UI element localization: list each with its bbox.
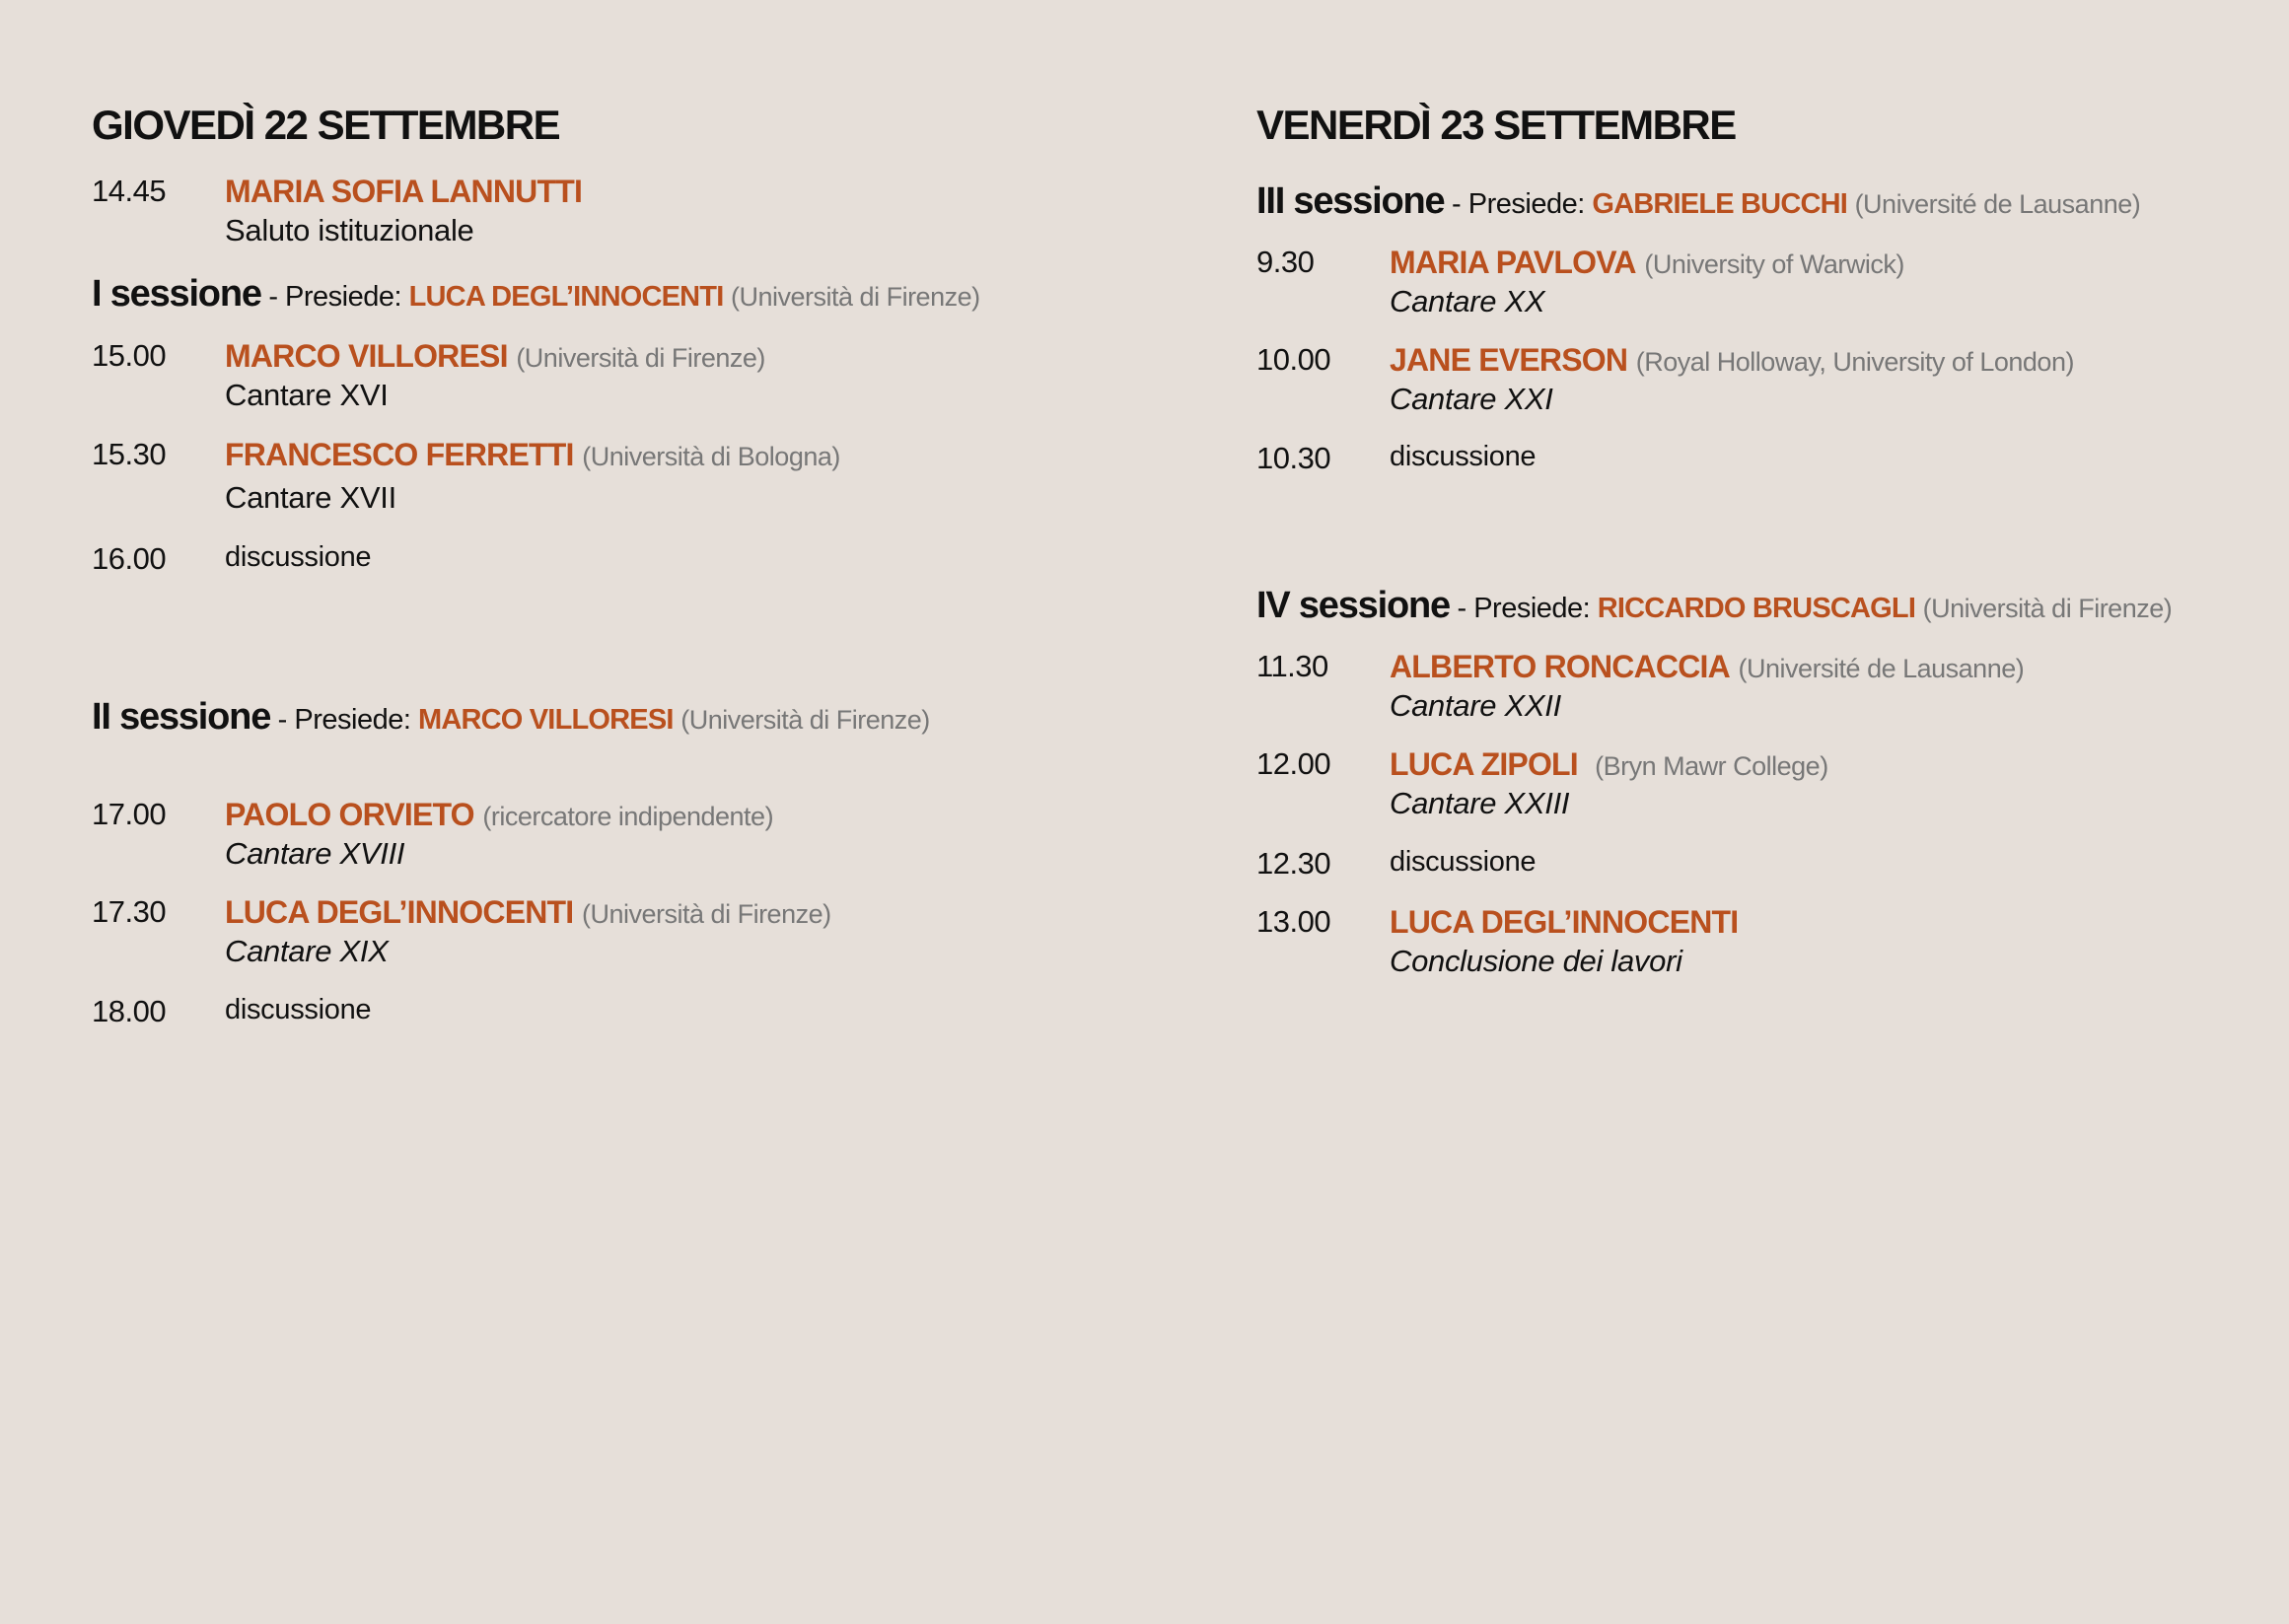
item-time: 12.30 [1256,846,1331,881]
speaker-affiliation: (Bryn Mawr College) [1595,751,1828,781]
item-time: 9.30 [1256,245,1315,279]
item-time: 12.00 [1256,746,1331,781]
item-subtitle: Saluto istituzionale [225,213,474,247]
session-header-1 [92,275,980,313]
session-label: IV sessione [1256,585,1450,626]
item-subtitle: Cantare XVIII [225,836,405,871]
speaker-name: MARCO VILLORESI [225,338,508,374]
item-text: discussione [1390,441,1537,472]
speaker-affiliation: (Royal Holloway, University of London) [1635,347,2074,377]
session-header-2 [92,698,930,736]
speaker-name: PAOLO ORVIETO [225,797,474,832]
session-label: III sessione [1256,180,1445,222]
speaker-name: FRANCESCO FERRETTI [225,437,574,472]
speaker-name: MARIA SOFIA LANNUTTI [225,174,583,209]
item-time: 16.00 [92,541,167,576]
item-time: 14.45 [92,174,167,208]
speaker-name: LUCA DEGL’INNOCENTI [1390,904,1739,940]
session-separator: - Presiede: [270,704,418,736]
item-time: 11.30 [1256,649,1328,683]
session-affiliation: (Università di Firenze) [1922,594,2173,623]
session-label: II sessione [92,696,271,738]
session-header-4 [1256,587,2172,624]
speaker-name: LUCA DEGL’INNOCENTI [225,894,574,930]
item-text: discussione [225,541,372,573]
session-chair: RICCARDO BRUSCAGLI [1597,593,1916,624]
item-time: 15.00 [92,338,167,373]
day-title-thursday: GIOVEDÌ 22 SETTEMBRE [92,102,560,148]
session-chair: LUCA DEGL’INNOCENTI [408,281,724,313]
day-title-friday: VENERDÌ 23 SETTEMBRE [1256,102,1736,148]
item-time: 13.00 [1256,904,1331,939]
item-subtitle: Cantare XVII [225,480,396,515]
speaker-affiliation: (Università di Firenze) [582,899,831,929]
speaker-name: ALBERTO RONCACCIA [1390,649,1730,684]
item-time: 15.30 [92,437,167,471]
session-chair: MARCO VILLORESI [417,704,674,736]
speaker-affiliation: (University of Warwick) [1644,249,1904,279]
speaker-affiliation: (Università di Firenze) [516,343,765,373]
session-affiliation: (Université de Lausanne) [1854,189,2141,219]
item-time: 17.30 [92,894,167,929]
speaker-affiliation: (Université de Lausanne) [1738,654,2025,683]
session-affiliation: (Università di Firenze) [731,282,980,312]
speaker-name: MARIA PAVLOVA [1390,245,1636,280]
item-subtitle: Cantare XXI [1390,382,1553,416]
session-separator: - Presiede: [1449,593,1598,624]
item-time: 10.30 [1256,441,1331,475]
speaker-affiliation: (ricercatore indipendente) [482,802,774,831]
item-subtitle: Cantare XVI [225,378,389,412]
item-subtitle: Cantare XXIII [1390,786,1570,820]
speaker-affiliation: (Università di Bologna) [582,442,840,471]
item-subtitle: Cantare XXII [1390,688,1561,723]
item-text: discussione [225,994,372,1025]
speaker-name: JANE EVERSON [1390,342,1628,378]
session-chair: GABRIELE BUCCHI [1592,188,1847,220]
item-subtitle: Cantare XIX [225,934,389,968]
item-time: 10.00 [1256,342,1331,377]
session-separator: - Presiede: [1444,188,1593,220]
session-separator: - Presiede: [260,281,409,313]
item-subtitle: Conclusione dei lavori [1390,944,1682,978]
item-time: 17.00 [92,797,167,831]
session-label: I sessione [92,273,261,315]
speaker-name: LUCA ZIPOLI [1390,746,1578,782]
item-time: 18.00 [92,994,167,1028]
session-header-3 [1256,182,2140,220]
session-affiliation: (Università di Firenze) [680,705,930,735]
item-subtitle: Cantare XX [1390,284,1545,318]
item-text: discussione [1390,846,1537,878]
